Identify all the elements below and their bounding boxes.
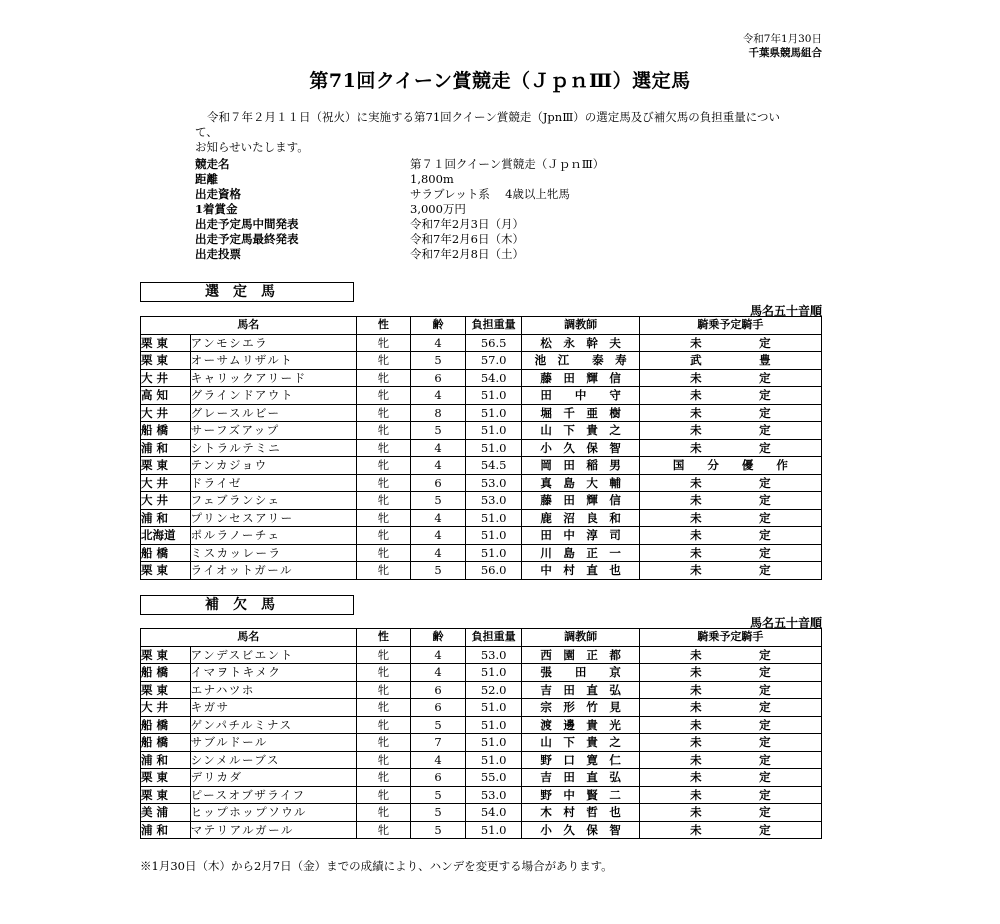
horse-name-cell: マテリアルガール — [190, 821, 356, 839]
table-row — [141, 804, 822, 822]
race-info-label: 出走予定馬中間発表 — [195, 217, 299, 231]
age-cell: 4 — [411, 646, 466, 664]
affiliation-cell: 大 井 — [141, 492, 191, 510]
race-info-label: 出走資格 — [195, 187, 241, 201]
weight-cell: 54.5 — [465, 457, 522, 475]
issue-date: 令和7年1月30日 — [742, 33, 822, 45]
trainer-cell: 山 下 貴 之 — [522, 734, 639, 752]
trainer-cell: 小 久 保 智 — [522, 439, 639, 457]
intro-line-2: お知らせいたします。 — [195, 140, 309, 154]
race-info-value: 令和7年2月3日（月） — [410, 217, 524, 231]
weight-cell: 57.0 — [465, 352, 522, 370]
sex-cell: 牝 — [356, 646, 411, 664]
jockey-cell: 武 豊 — [639, 352, 821, 370]
horse-name-cell: シトラルテミニ — [190, 439, 356, 457]
horse-name-cell: フェブランシェ — [190, 492, 356, 510]
age-cell: 5 — [411, 422, 466, 440]
organization-name: 千葉県競馬組合 — [748, 47, 822, 59]
trainer-cell: 宗 形 竹 見 — [522, 699, 639, 717]
weight-cell: 51.0 — [465, 699, 522, 717]
trainer-cell: 岡 田 稲 男 — [522, 457, 639, 475]
column-header: 性 — [356, 317, 411, 335]
column-header: 調教師 — [522, 317, 639, 335]
table-row — [141, 404, 822, 422]
weight-cell: 51.0 — [465, 544, 522, 562]
race-info-label: 距離 — [195, 172, 218, 186]
table-row — [141, 422, 822, 440]
jockey-cell: 未 定 — [639, 821, 821, 839]
table-row — [141, 751, 822, 769]
table-row — [141, 509, 822, 527]
race-info-row — [195, 172, 604, 187]
column-header: 齢 — [411, 629, 466, 647]
weight-cell: 56.5 — [465, 334, 522, 352]
weight-cell: 54.0 — [465, 804, 522, 822]
weight-cell: 55.0 — [465, 769, 522, 787]
race-info-label: 出走予定馬最終発表 — [195, 232, 299, 246]
affiliation-cell: 大 井 — [141, 699, 191, 717]
weight-cell: 51.0 — [465, 509, 522, 527]
trainer-cell: 鹿 沼 良 和 — [522, 509, 639, 527]
trainer-cell: 張 田 京 — [522, 664, 639, 682]
trainer-cell: 吉 田 直 弘 — [522, 681, 639, 699]
age-cell: 6 — [411, 769, 466, 787]
trainer-cell: 野 中 賢 二 — [522, 786, 639, 804]
column-header: 調教師 — [522, 629, 639, 647]
horse-name-cell: プリンセスアリー — [190, 509, 356, 527]
selected-horses-table — [140, 316, 822, 580]
sex-cell: 牝 — [356, 544, 411, 562]
horse-name-cell: アンデスビエント — [190, 646, 356, 664]
horse-name-cell: ヒップホップソウル — [190, 804, 356, 822]
horse-name-cell: ゲンパチルミナス — [190, 716, 356, 734]
affiliation-cell: 船 橋 — [141, 422, 191, 440]
table-row — [141, 646, 822, 664]
sex-cell: 牝 — [356, 404, 411, 422]
race-info-row — [195, 187, 604, 202]
weight-cell: 51.0 — [465, 664, 522, 682]
column-header: 馬名 — [141, 629, 357, 647]
horse-name-cell: テンカジョウ — [190, 457, 356, 475]
sex-cell: 牝 — [356, 681, 411, 699]
table-row — [141, 821, 822, 839]
jockey-cell: 未 定 — [639, 439, 821, 457]
weight-cell: 53.0 — [465, 492, 522, 510]
jockey-cell: 未 定 — [639, 769, 821, 787]
affiliation-cell: 船 橋 — [141, 734, 191, 752]
age-cell: 6 — [411, 474, 466, 492]
table-row — [141, 457, 822, 475]
table-row — [141, 664, 822, 682]
jockey-cell: 未 定 — [639, 786, 821, 804]
age-cell: 5 — [411, 821, 466, 839]
age-cell: 5 — [411, 492, 466, 510]
trainer-cell: 川 島 正 一 — [522, 544, 639, 562]
sex-cell: 牝 — [356, 352, 411, 370]
sex-cell: 牝 — [356, 716, 411, 734]
jockey-cell: 未 定 — [639, 751, 821, 769]
trainer-cell: 藤 田 輝 信 — [522, 369, 639, 387]
horse-name-cell: ミスカッレーラ — [190, 544, 356, 562]
trainer-cell: 田 中 淳 司 — [522, 527, 639, 545]
weight-cell: 51.0 — [465, 439, 522, 457]
race-info-row — [195, 247, 604, 262]
weight-cell: 51.0 — [465, 422, 522, 440]
horse-name-cell: ピースオブザライフ — [190, 786, 356, 804]
age-cell: 4 — [411, 664, 466, 682]
trainer-cell: 藤 田 輝 信 — [522, 492, 639, 510]
weight-cell: 51.0 — [465, 716, 522, 734]
horse-name-cell: サーフズアップ — [190, 422, 356, 440]
age-cell: 4 — [411, 527, 466, 545]
jockey-cell: 未 定 — [639, 716, 821, 734]
trainer-cell: 中 村 直 也 — [522, 562, 639, 580]
reserve-order-note: 馬名五十音順 — [749, 616, 822, 630]
table-row — [141, 562, 822, 580]
affiliation-cell: 栗 東 — [141, 681, 191, 699]
weight-cell: 56.0 — [465, 562, 522, 580]
sex-cell: 牝 — [356, 457, 411, 475]
column-header: 騎乗予定騎手 — [639, 629, 821, 647]
affiliation-cell: 大 井 — [141, 474, 191, 492]
table-row — [141, 492, 822, 510]
jockey-cell: 未 定 — [639, 387, 821, 405]
table-row — [141, 369, 822, 387]
trainer-cell: 池 江 泰 寿 — [522, 352, 639, 370]
weight-cell: 54.0 — [465, 369, 522, 387]
horse-name-cell: ドライゼ — [190, 474, 356, 492]
horse-name-cell: キャリックアリード — [190, 369, 356, 387]
table-row — [141, 352, 822, 370]
weight-cell: 52.0 — [465, 681, 522, 699]
sex-cell: 牝 — [356, 422, 411, 440]
age-cell: 4 — [411, 387, 466, 405]
jockey-cell: 未 定 — [639, 681, 821, 699]
jockey-cell: 未 定 — [639, 699, 821, 717]
jockey-cell: 未 定 — [639, 334, 821, 352]
sex-cell: 牝 — [356, 439, 411, 457]
column-header: 馬名 — [141, 317, 357, 335]
horse-name-cell: オーサムリザルト — [190, 352, 356, 370]
trainer-cell: 山 下 貴 之 — [522, 422, 639, 440]
jockey-cell: 未 定 — [639, 369, 821, 387]
table-row — [141, 474, 822, 492]
sex-cell: 牝 — [356, 509, 411, 527]
table-row — [141, 439, 822, 457]
jockey-cell: 未 定 — [639, 562, 821, 580]
jockey-cell: 未 定 — [639, 527, 821, 545]
affiliation-cell: 船 橋 — [141, 544, 191, 562]
race-info-row — [195, 202, 604, 217]
race-info-value: サラブレット系 4歳以上牝馬 — [410, 187, 570, 201]
trainer-cell: 吉 田 直 弘 — [522, 769, 639, 787]
sex-cell: 牝 — [356, 492, 411, 510]
age-cell: 5 — [411, 804, 466, 822]
horse-name-cell: グラインドアウト — [190, 387, 356, 405]
column-header: 負担重量 — [465, 317, 522, 335]
sex-cell: 牝 — [356, 821, 411, 839]
jockey-cell: 未 定 — [639, 646, 821, 664]
race-info-value: 3,000万円 — [410, 202, 466, 216]
affiliation-cell: 北海道 — [141, 527, 191, 545]
horse-name-cell: デリカダ — [190, 769, 356, 787]
reserve-heading: 補欠馬 — [140, 595, 354, 615]
jockey-cell: 未 定 — [639, 404, 821, 422]
horse-name-cell: エナハツホ — [190, 681, 356, 699]
affiliation-cell: 栗 東 — [141, 562, 191, 580]
race-info-value: 第７１回クイーン賞競走（ＪｐｎⅢ） — [410, 157, 605, 171]
column-header: 性 — [356, 629, 411, 647]
horse-name-cell: ライオットガール — [190, 562, 356, 580]
race-info-value: 1,800m — [410, 172, 454, 186]
race-info-row — [195, 217, 604, 232]
jockey-cell: 未 定 — [639, 509, 821, 527]
affiliation-cell: 栗 東 — [141, 352, 191, 370]
race-info-label: 1着賞金 — [195, 202, 238, 216]
jockey-cell: 未 定 — [639, 664, 821, 682]
trainer-cell: 木 村 哲 也 — [522, 804, 639, 822]
trainer-cell: 真 島 大 輔 — [522, 474, 639, 492]
reserve-horses-table — [140, 628, 822, 839]
table-row — [141, 769, 822, 787]
weight-cell: 51.0 — [465, 751, 522, 769]
affiliation-cell: 美 浦 — [141, 804, 191, 822]
sex-cell: 牝 — [356, 734, 411, 752]
age-cell: 5 — [411, 562, 466, 580]
affiliation-cell: 船 橋 — [141, 716, 191, 734]
affiliation-cell: 栗 東 — [141, 646, 191, 664]
trainer-cell: 堀 千 亜 樹 — [522, 404, 639, 422]
age-cell: 5 — [411, 786, 466, 804]
affiliation-cell: 船 橋 — [141, 664, 191, 682]
age-cell: 6 — [411, 369, 466, 387]
table-header-row — [141, 629, 822, 647]
horse-name-cell: アンモシエラ — [190, 334, 356, 352]
age-cell: 4 — [411, 439, 466, 457]
age-cell: 4 — [411, 544, 466, 562]
intro-paragraph — [195, 110, 795, 155]
age-cell: 5 — [411, 716, 466, 734]
sex-cell: 牝 — [356, 562, 411, 580]
jockey-cell: 未 定 — [639, 804, 821, 822]
table-row — [141, 786, 822, 804]
age-cell: 4 — [411, 457, 466, 475]
sex-cell: 牝 — [356, 699, 411, 717]
table-row — [141, 527, 822, 545]
age-cell: 6 — [411, 681, 466, 699]
table-row — [141, 716, 822, 734]
race-info-value: 令和7年2月6日（木） — [410, 232, 524, 246]
trainer-cell: 西 園 正 都 — [522, 646, 639, 664]
affiliation-cell: 栗 東 — [141, 334, 191, 352]
sex-cell: 牝 — [356, 664, 411, 682]
age-cell: 7 — [411, 734, 466, 752]
race-info-list — [195, 157, 604, 262]
jockey-cell: 未 定 — [639, 422, 821, 440]
affiliation-cell: 浦 和 — [141, 509, 191, 527]
sex-cell: 牝 — [356, 786, 411, 804]
sex-cell: 牝 — [356, 387, 411, 405]
jockey-cell: 未 定 — [639, 474, 821, 492]
table-row — [141, 544, 822, 562]
sex-cell: 牝 — [356, 334, 411, 352]
weight-cell: 51.0 — [465, 734, 522, 752]
footnote: ※1月30日（木）から2月7日（金）までの成績により、ハンデを変更する場合があります。 — [140, 859, 613, 873]
affiliation-cell: 浦 和 — [141, 439, 191, 457]
jockey-cell: 未 定 — [639, 734, 821, 752]
race-info-value: 令和7年2月8日（土） — [410, 247, 524, 261]
race-info-label: 出走投票 — [195, 247, 241, 261]
age-cell: 4 — [411, 509, 466, 527]
horse-name-cell: グレースルビー — [190, 404, 356, 422]
header-date-org — [743, 32, 822, 60]
trainer-cell: 田 中 守 — [522, 387, 639, 405]
jockey-cell: 国 分 優 作 — [639, 457, 821, 475]
sex-cell: 牝 — [356, 751, 411, 769]
selected-order-note: 馬名五十音順 — [749, 304, 822, 318]
trainer-cell: 野 口 寛 仁 — [522, 751, 639, 769]
weight-cell: 51.0 — [465, 404, 522, 422]
weight-cell: 51.0 — [465, 821, 522, 839]
selected-heading: 選定馬 — [140, 282, 354, 302]
horse-name-cell: シンメルーブス — [190, 751, 356, 769]
sex-cell: 牝 — [356, 769, 411, 787]
affiliation-cell: 浦 和 — [141, 751, 191, 769]
race-info-label: 競走名 — [195, 157, 230, 171]
race-info-row — [195, 157, 604, 172]
table-header-row — [141, 317, 822, 335]
table-row — [141, 334, 822, 352]
sex-cell: 牝 — [356, 369, 411, 387]
column-header: 騎乗予定騎手 — [639, 317, 821, 335]
affiliation-cell: 栗 東 — [141, 786, 191, 804]
age-cell: 5 — [411, 352, 466, 370]
intro-line-1: 令和７年２月１１日（祝火）に実施する第71回クイーン賞競走（JpnⅢ）の選定馬及び補欠馬の負担重量について、 — [195, 110, 781, 139]
horse-name-cell: ポルラノーチェ — [190, 527, 356, 545]
age-cell: 4 — [411, 751, 466, 769]
horse-name-cell: キガサ — [190, 699, 356, 717]
jockey-cell: 未 定 — [639, 492, 821, 510]
horse-name-cell: サブルドール — [190, 734, 356, 752]
table-row — [141, 387, 822, 405]
weight-cell: 51.0 — [465, 387, 522, 405]
horse-name-cell: イマヲトキメク — [190, 664, 356, 682]
affiliation-cell: 栗 東 — [141, 457, 191, 475]
affiliation-cell: 大 井 — [141, 369, 191, 387]
column-header: 齢 — [411, 317, 466, 335]
sex-cell: 牝 — [356, 527, 411, 545]
sex-cell: 牝 — [356, 804, 411, 822]
weight-cell: 53.0 — [465, 646, 522, 664]
affiliation-cell: 大 井 — [141, 404, 191, 422]
column-header: 負担重量 — [465, 629, 522, 647]
trainer-cell: 渡 邊 貴 光 — [522, 716, 639, 734]
page-title: 第71回クイーン賞競走（ＪｐｎⅢ）選定馬 — [309, 70, 691, 92]
age-cell: 8 — [411, 404, 466, 422]
race-info-row — [195, 232, 604, 247]
weight-cell: 53.0 — [465, 474, 522, 492]
table-row — [141, 699, 822, 717]
table-row — [141, 734, 822, 752]
age-cell: 4 — [411, 334, 466, 352]
affiliation-cell: 高 知 — [141, 387, 191, 405]
weight-cell: 53.0 — [465, 786, 522, 804]
affiliation-cell: 栗 東 — [141, 769, 191, 787]
sex-cell: 牝 — [356, 474, 411, 492]
jockey-cell: 未 定 — [639, 544, 821, 562]
trainer-cell: 小 久 保 智 — [522, 821, 639, 839]
age-cell: 6 — [411, 699, 466, 717]
trainer-cell: 松 永 幹 夫 — [522, 334, 639, 352]
affiliation-cell: 浦 和 — [141, 821, 191, 839]
weight-cell: 51.0 — [465, 527, 522, 545]
table-row — [141, 681, 822, 699]
